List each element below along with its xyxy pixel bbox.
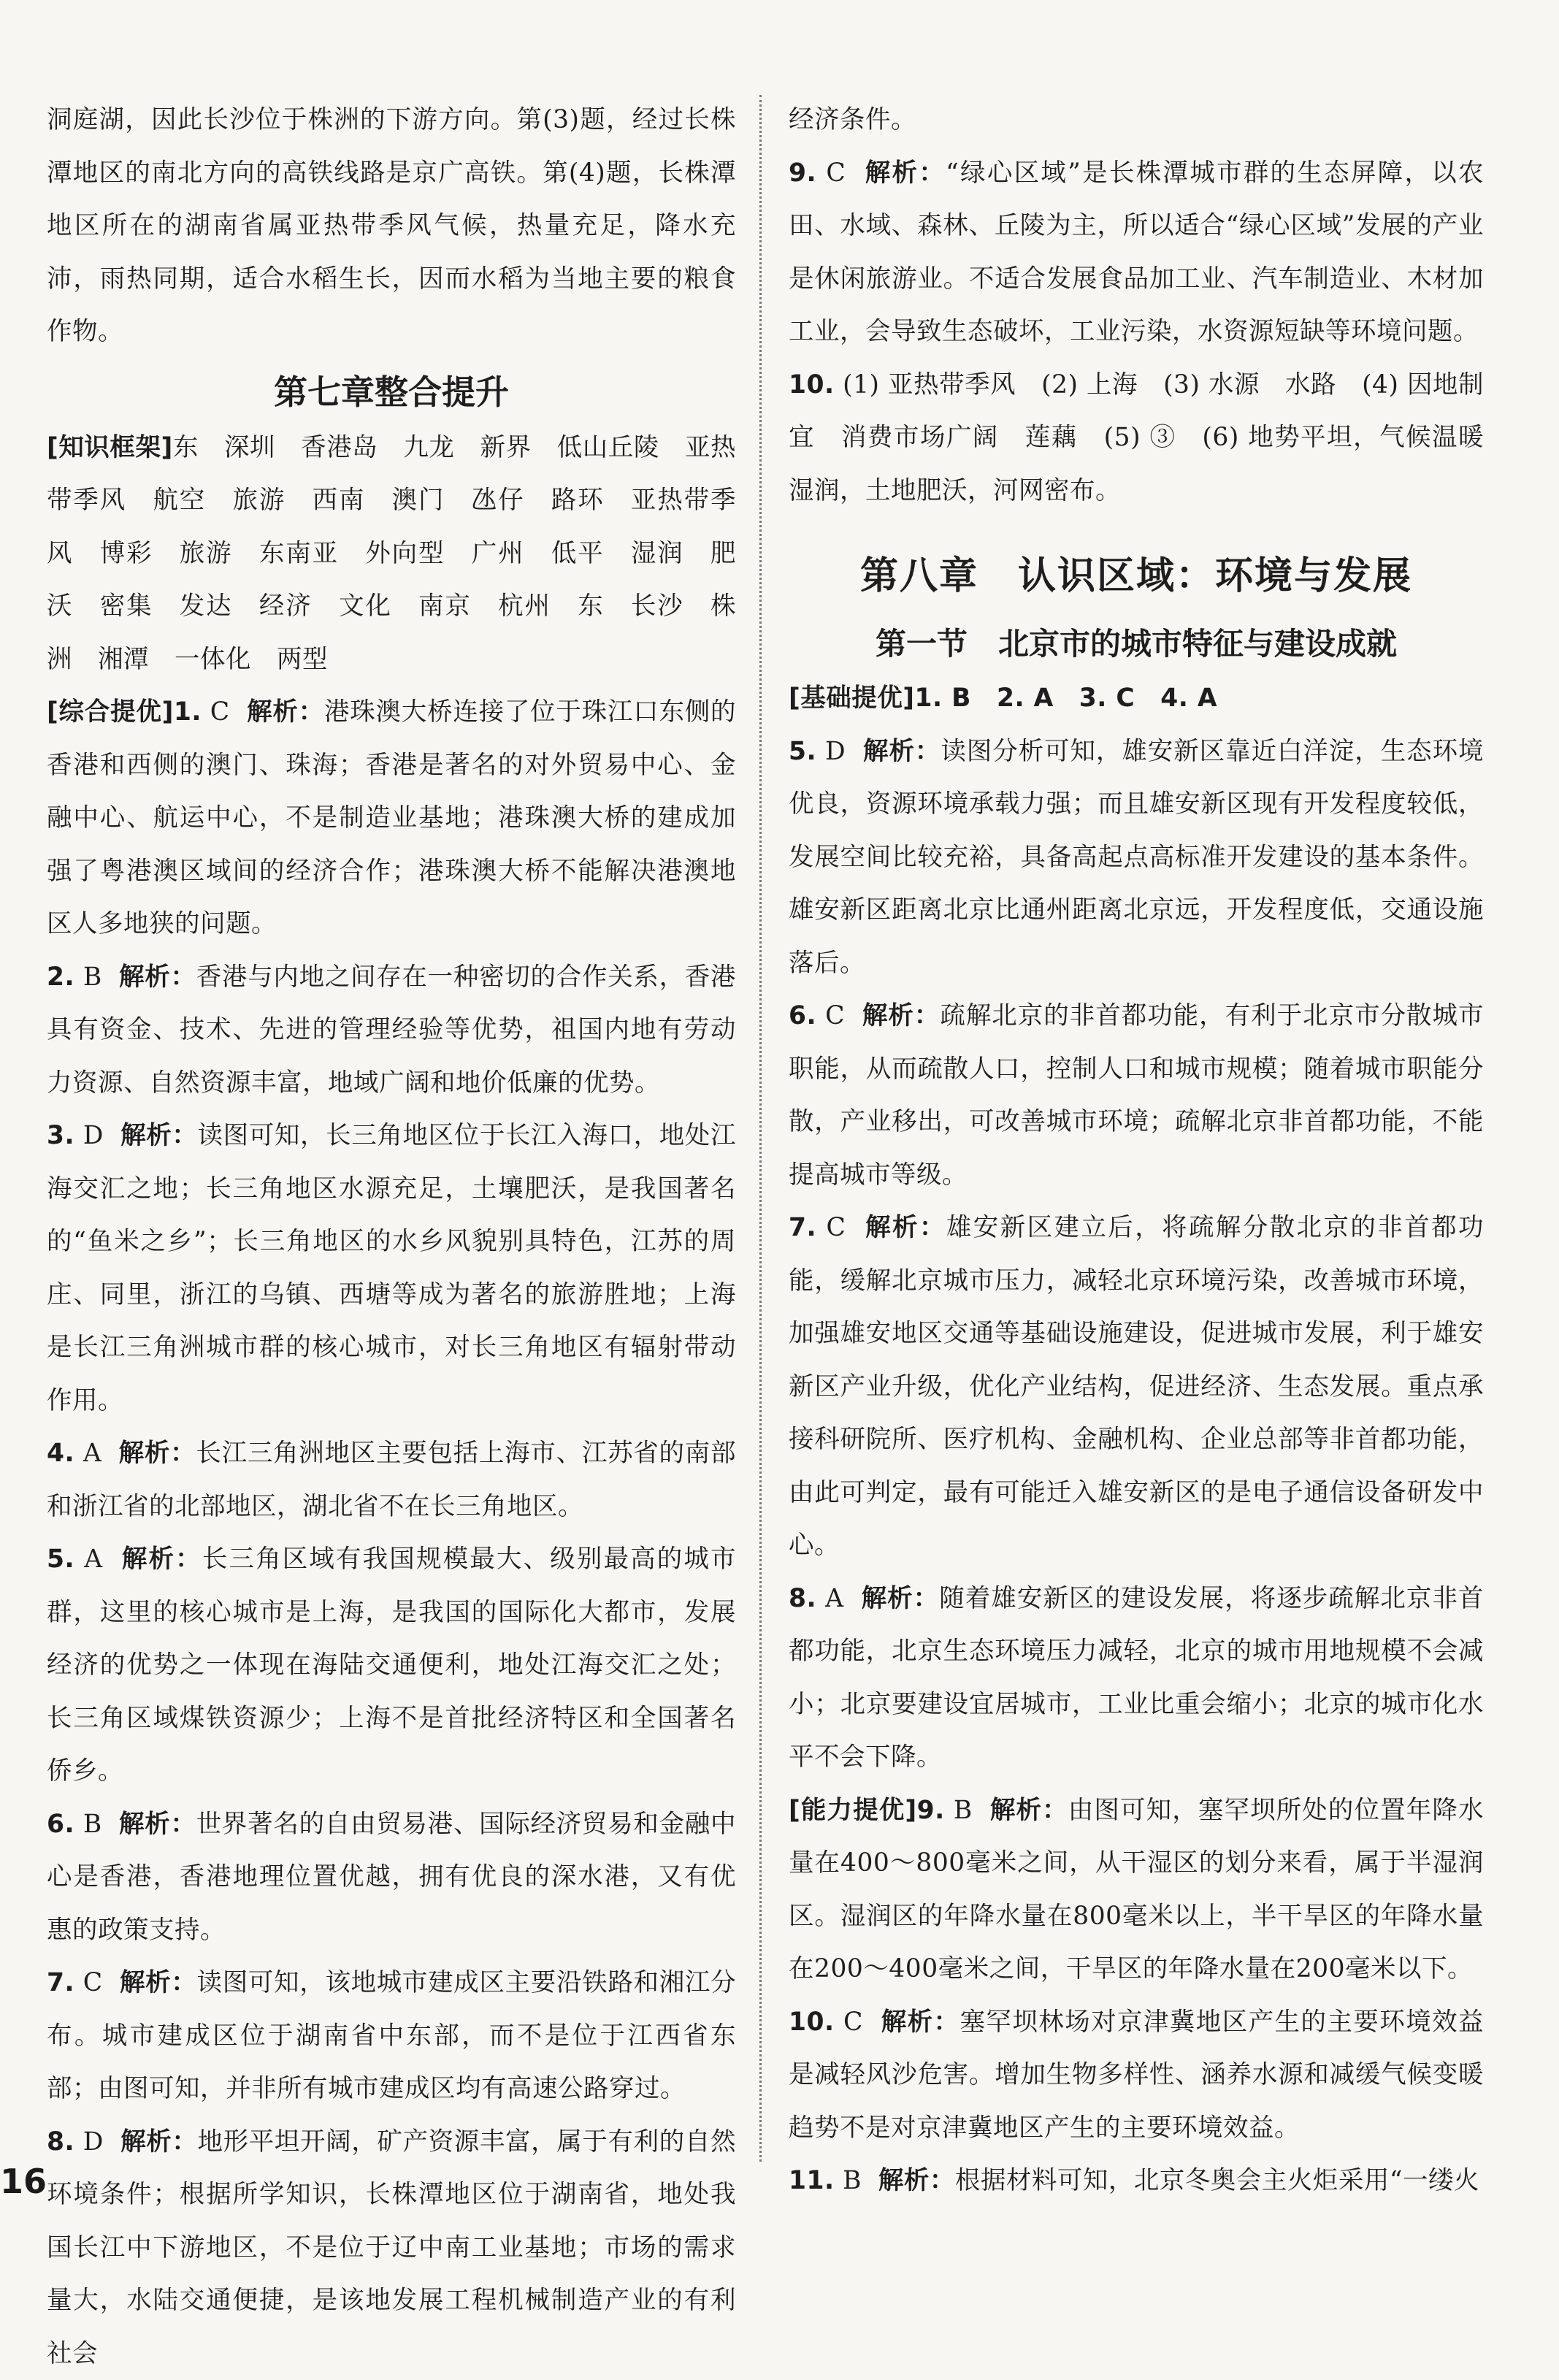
item-answer: D	[83, 1121, 104, 1150]
answer-item	[47, 1956, 736, 2116]
item-answer: B	[83, 1810, 102, 1839]
answer-item	[47, 686, 736, 951]
item-answer: C	[827, 1213, 846, 1242]
analysis-text: 地形平坦开阔，矿产资源丰富，属于有利的自然环境条件；根据所学知识，长株潭地区位于湖南省，地处我国长江中下游地区，不是位于辽中南工业基地；市场的需求量大，水陆交通便捷，是该地发展工程机械制造产业的有利社会	[47, 2127, 736, 2368]
column-divider	[759, 95, 762, 2162]
answer-item	[789, 1572, 1484, 1784]
item-number: 6.	[47, 1810, 74, 1839]
answer-item	[789, 1201, 1484, 1572]
item-number: 10.	[789, 2008, 835, 2037]
analysis-text: 读图可知，长三角地区位于长江入海口，地处江海交汇之地；长三角地区水源充足，土壤肥沃，是我国著名的“鱼米之乡”；长三角地区的水乡风貌别具特色，江苏的周庄、同里，浙江的乌镇、西塘等成为著名的旅游胜地；上海是长江三角洲城市群的核心城市，对长三角地区有辐射带动作用。	[47, 1121, 736, 1415]
answer-item	[47, 1798, 736, 1957]
knowledge-framework	[47, 421, 736, 686]
answer-item	[789, 725, 1484, 990]
item-answer: C	[826, 158, 846, 188]
knowledge-framework-tag: [知识框架]	[47, 433, 173, 462]
item-answer: A	[83, 1439, 101, 1468]
analysis-text: (1) 亚热带季风 (2) 上海 (3) 水源 水路 (4) 因地制宜 消费市场广阔 莲藕 (5) ③ (6) 地势平坦，气候温暖湿润，土地肥沃，河网密布。	[789, 370, 1484, 505]
item-number: 1.	[174, 697, 202, 727]
answer-item	[789, 1784, 1484, 1996]
ability-tag: [能力提优]	[789, 1796, 917, 1825]
item-answer: A	[84, 1545, 102, 1574]
quick-answers-text: 1. B 2. A 3. C 4. A	[915, 684, 1218, 713]
analysis-text: 疏解北京的非首都功能，有利于北京市分散城市职能，从而疏散人口，控制人口和城市规模；随着城市职能分散，产业移出，可改善城市环境；疏解北京非首都功能，不能提高城市等级。	[789, 1001, 1484, 1190]
analysis-label: 解析：	[862, 1001, 940, 1030]
intro-paragraph: 洞庭湖，因此长沙位于株洲的下游方向。第(3)题，经过长株潭地区的南北方向的高铁线路是京广高铁。第(4)题，长株潭地区所在的湖南省属亚热带季风气候，热量充足，降水充沛，雨热同期，适合水稻生长，因而水稻为当地主要的粮食作物。	[47, 93, 736, 359]
analysis-text: “绿心区域”是长株潭城市群的生态屏障，以农田、水域、森林、丘陵为主，所以适合“绿心区域”发展的产业是休闲旅游业。不适合发展食品加工业、汽车制造业、木材加工业，会导致生态破坏，工业污染，水资源短缺等环境问题。	[789, 158, 1484, 347]
answer-item	[789, 1996, 1484, 2155]
item-number: 8.	[789, 1584, 816, 1613]
item-answer: C	[843, 2008, 863, 2037]
continued-text: 经济条件。	[789, 93, 1484, 147]
item-answer: B	[83, 963, 102, 992]
comprehensive-tag: [综合提优]	[47, 697, 174, 727]
answer-item	[47, 1533, 736, 1798]
analysis-label: 解析：	[865, 158, 946, 188]
analysis-label: 解析：	[862, 1584, 940, 1613]
analysis-text: 雄安新区建立后，将疏解分散北京的非首都功能，缓解北京城市压力，减轻北京环境污染，改善城市环境，加强雄安地区交通等基础设施建设，促进城市发展，利于雄安新区产业升级，优化产业结构，促进经济、生态发展。重点承接科研院所、医疗机构、金融机构、企业总部等非首都功能，由此可判定，最有可能迁入雄安新区的是电子通信设备研发中心。	[789, 1213, 1484, 1560]
analysis-text: 长江三角洲地区主要包括上海市、江苏省的南部和浙江省的北部地区，湖北省不在长三角地区。	[47, 1439, 736, 1521]
analysis-text: 世界著名的自由贸易港、国际经济贸易和金融中心是香港，香港地理位置优越，拥有优良的深水港，又有优惠的政策支持。	[47, 1810, 736, 1945]
answer-item	[789, 147, 1484, 359]
analysis-label: 解析：	[247, 697, 324, 727]
page-number: 16	[0, 2162, 47, 2201]
answer-item	[789, 2154, 1484, 2208]
analysis-label: 解析：	[120, 1968, 197, 1997]
basic-tag: [基础提优]	[789, 684, 915, 713]
item-number: 8.	[47, 2127, 74, 2157]
item-answer: B	[954, 1796, 973, 1825]
item-number: 10.	[789, 370, 835, 399]
item-answer: C	[825, 1001, 845, 1030]
knowledge-framework-text: 东 深圳 香港岛 九龙 新界 低山丘陵 亚热带季风 航空 旅游 西南 澳门 氹仔 路环 亚热带季风 博彩 旅游 东南亚 外向型 广州 低平 湿润 肥沃 密集 发达 经济 文化 南京 杭州 东 长沙 株洲 湘潭 一体化 两型	[47, 433, 736, 674]
right-column	[789, 93, 1484, 2208]
analysis-text: 由图可知，塞罕坝所处的位置年降水量在400～800毫米之间，从干湿区的划分来看，属于半湿润区。湿润区的年降水量在800毫米以上，半干旱区的年降水量在200～400毫米之间，干旱区的年降水量在200毫米以下。	[789, 1796, 1484, 1984]
analysis-label: 解析：	[122, 1545, 202, 1574]
left-column	[47, 93, 736, 2380]
item-number: 4.	[47, 1439, 74, 1468]
item-answer: B	[843, 2166, 862, 2195]
answer-item	[47, 1109, 736, 1427]
item-number: 5.	[789, 737, 816, 766]
chapter7-title: 第七章整合提升	[47, 363, 736, 421]
item-number: 9.	[917, 1796, 945, 1825]
item-number: 7.	[47, 1968, 74, 1997]
analysis-text: 随着雄安新区的建设发展，将逐步疏解北京非首都功能，北京生态环境压力减轻，北京的城市用地规模不会减小；北京要建设宜居城市，工业比重会缩小；北京的城市化水平不会下降。	[789, 1584, 1484, 1772]
item-number: 3.	[47, 1121, 74, 1150]
analysis-label: 解析：	[119, 1439, 196, 1468]
item-answer: D	[825, 737, 846, 766]
section1-title: 第一节 北京市的城市特征与建设成就	[789, 616, 1484, 672]
item-number: 5.	[47, 1545, 74, 1574]
item-answer: C	[210, 697, 230, 727]
analysis-label: 解析：	[990, 1796, 1068, 1825]
analysis-label: 解析：	[120, 1121, 197, 1150]
answer-item	[47, 2116, 736, 2380]
analysis-label: 解析：	[119, 963, 196, 992]
analysis-text: 香港与内地之间存在一种密切的合作关系，香港具有资金、技术、先进的管理经验等优势，祖国内地有劳动力资源、自然资源丰富，地域广阔和地价低廉的优势。	[47, 963, 736, 1098]
basic-quick-answers	[789, 672, 1484, 725]
chapter8-title: 第八章 认识区域：环境与发展	[789, 536, 1484, 616]
answer-item	[789, 990, 1484, 1201]
item-answer: D	[83, 2127, 104, 2157]
item-number: 2.	[47, 963, 74, 992]
item-answer: A	[825, 1584, 843, 1613]
analysis-text: 塞罕坝林场对京津冀地区产生的主要环境效益是减轻风沙危害。增加生物多样性、涵养水源和减缓气候变暖趋势不是对京津冀地区产生的主要环境效益。	[789, 2008, 1484, 2143]
answer-item	[47, 951, 736, 1110]
analysis-label: 解析：	[865, 1213, 946, 1242]
answer-item	[789, 359, 1484, 518]
item-number: 7.	[789, 1213, 816, 1242]
analysis-label: 解析：	[878, 2166, 955, 2195]
analysis-label: 解析：	[119, 1810, 196, 1839]
analysis-text: 长三角区域有我国规模最大、级别最高的城市群，这里的核心城市是上海，是我国的国际化大都市，发展经济的优势之一体现在海陆交通便利，地处江海交汇之处；长三角区域煤铁资源少；上海不是首批经济特区和全国著名侨乡。	[47, 1545, 736, 1786]
answer-item	[47, 1427, 736, 1533]
item-number: 9.	[789, 158, 816, 188]
comprehensive-section	[47, 686, 736, 2380]
analysis-text: 港珠澳大桥连接了位于珠江口东侧的香港和西侧的澳门、珠海；香港是著名的对外贸易中心、金融中心、航运中心，不是制造业基地；港珠澳大桥的建成加强了粤港澳区域间的经济合作；港珠澳大桥不能解决港澳地区人多地狭的问题。	[47, 697, 736, 938]
item-number: 6.	[789, 1001, 816, 1030]
analysis-text: 读图可知，该地城市建成区主要沿铁路和湘江分布。城市建成区位于湖南省中东部，而不是位于江西省东部；由图可知，并非所有城市建成区均有高速公路穿过。	[47, 1968, 736, 2103]
analysis-label: 解析：	[120, 2127, 197, 2157]
analysis-text: 根据材料可知，北京冬奥会主火炬采用“一缕火	[955, 2166, 1479, 2195]
analysis-label: 解析：	[881, 2008, 960, 2037]
item-number: 11.	[789, 2166, 835, 2195]
analysis-text: 读图分析可知，雄安新区靠近白洋淀，生态环境优良，资源环境承载力强；而且雄安新区现有开发程度较低，发展空间比较充裕，具备高起点高标准开发建设的基本条件。雄安新区距离北京比通州距离北京远，开发程度低，交通设施落后。	[789, 737, 1484, 978]
item-answer: C	[83, 1968, 103, 1997]
analysis-label: 解析：	[863, 737, 941, 766]
